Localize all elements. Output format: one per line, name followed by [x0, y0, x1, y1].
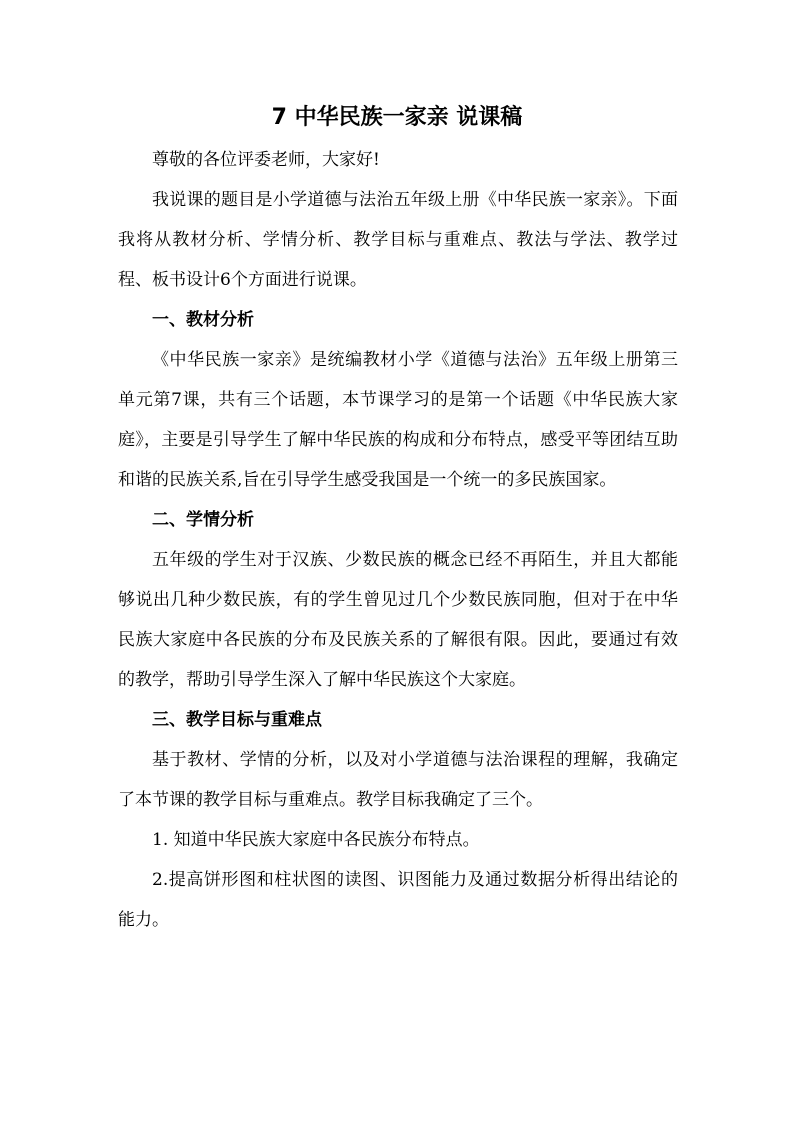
textbook-analysis-paragraph: 《中华民族一家亲》是统编教材小学《道德与法治》五年级上册第三单元第7课，共有三个话题，本节课学习的是第一个话题《中华民族大家庭》，主要是引导学生了解中华民族的构成和分布特点，感受平等团结互助和谐的民族关系,旨在引导学生感受我国是一个统一的多民族国家。 [118, 350, 678, 490]
intro-paragraph: 我说课的题目是小学道德与法治五年级上册《中华民族一家亲》。下面我将从教材分析、学情分析、教学目标与重难点、教法与学法、教学过程、板书设计6个方面进行说课。 [118, 190, 678, 290]
section-heading-teaching-goals: 三、教学目标与重难点 [152, 710, 322, 730]
section-heading-student-analysis: 二、学情分析 [152, 510, 254, 530]
goal-item-1: 1. 知道中华民族大家庭中各民族分布特点。 [152, 830, 480, 850]
teaching-goals-paragraph: 基于教材、学情的分析，以及对小学道德与法治课程的理解，我确定了本节课的教学目标与重难点。教学目标我确定了三个。 [118, 750, 678, 810]
document-title: 7 中华民族一家亲 说课稿 [271, 105, 523, 130]
greeting-paragraph: 尊敬的各位评委老师，大家好! [152, 150, 380, 170]
goal-item-2: 2.提高饼形图和柱状图的读图、识图能力及通过数据分析得出结论的能力。 [118, 870, 678, 930]
document-body [118, 140, 678, 940]
section-heading-textbook-analysis: 一、教材分析 [152, 310, 254, 330]
student-analysis-paragraph: 五年级的学生对于汉族、少数民族的概念已经不再陌生，并且大都能够说出几种少数民族，有的学生曾见过几个少数民族同胞，但对于在中华民族大家庭中各民族的分布及民族关系的了解很有限。因此，要通过有效的教学，帮助引导学生深入了解中华民族这个大家庭。 [118, 550, 678, 690]
